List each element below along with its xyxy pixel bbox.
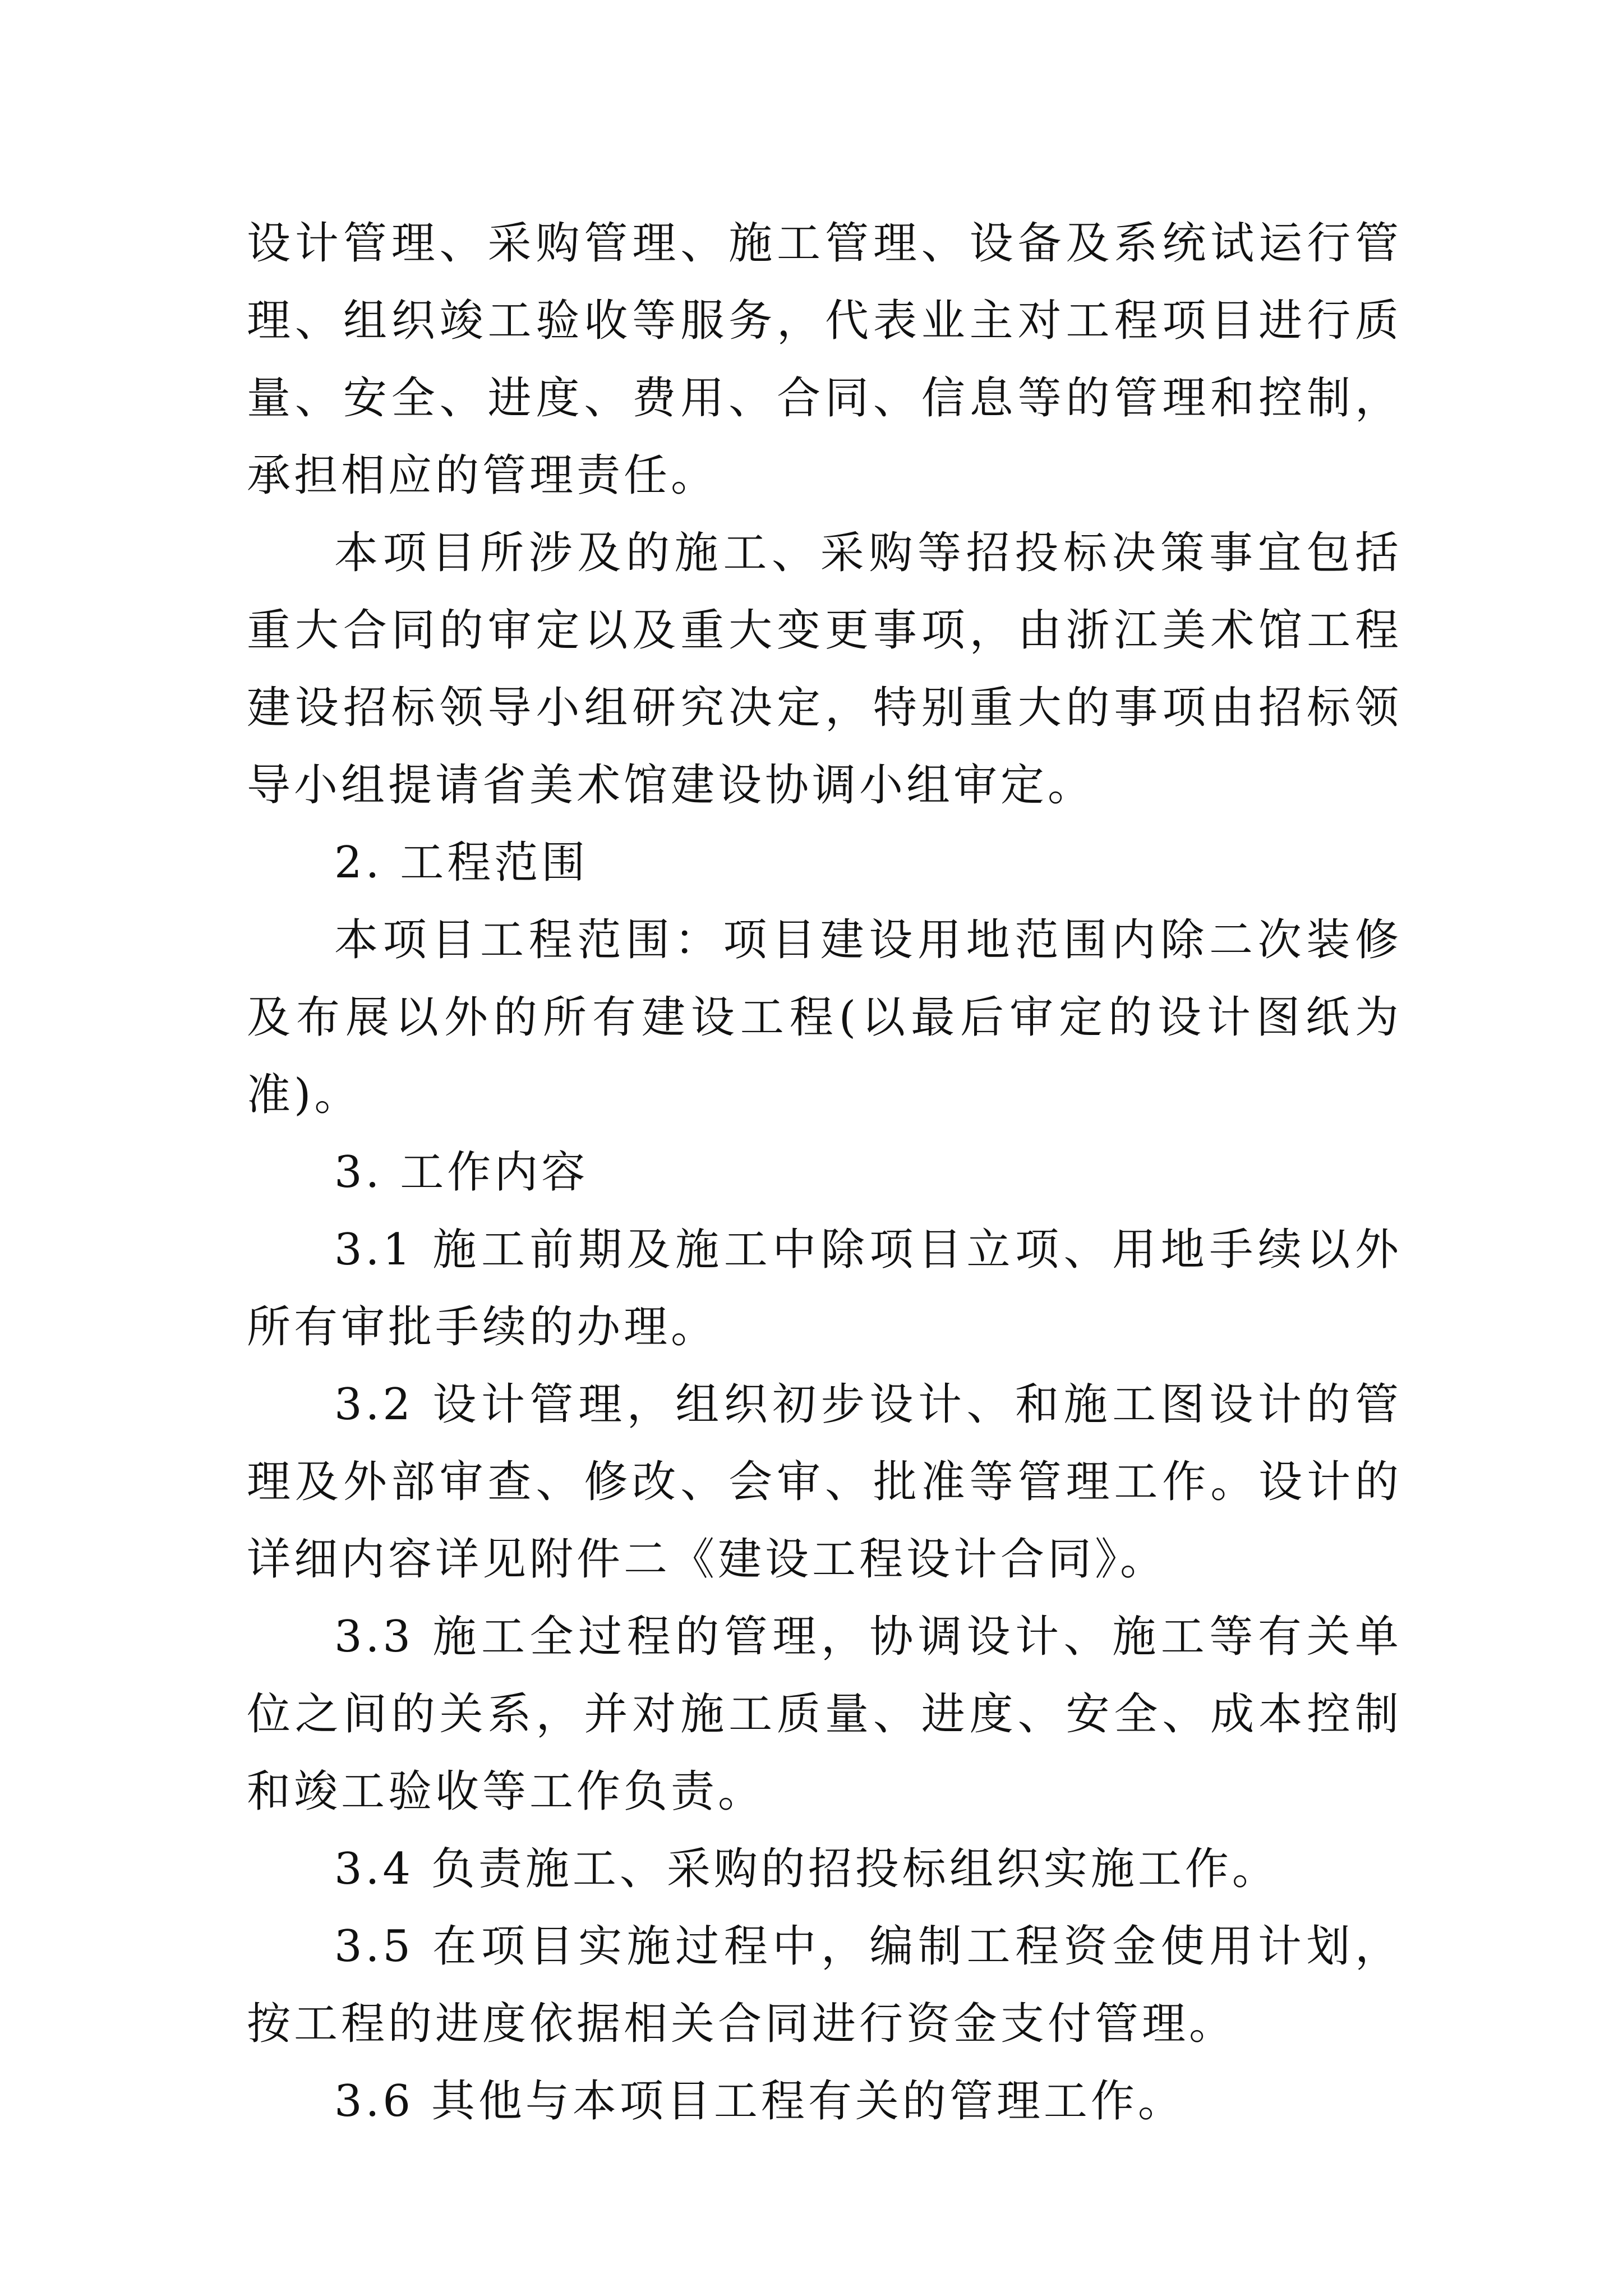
section-heading-project-scope: 2. 工程范围 xyxy=(334,838,589,888)
paragraph-continuation: 设计管理、采购管理、施工管理、设备及系统试运行管理、组织竣工验收等服务，代表业主对工程项目进行质量、安全、进度、费用、合同、信息等的管理和控制，承担相应的管理责任。 xyxy=(247,218,1402,501)
paragraph-item-3-2: 3.2 设计管理，组织初步设计、和施工图设计的管理及外部审查、修改、会审、批准等管理工作。设计的详细内容详见附件二《建设工程设计合同》。 xyxy=(247,1379,1402,1585)
section-heading-work-content: 3. 工作内容 xyxy=(334,1147,589,1198)
paragraph-item-3-5: 3.5 在项目实施过程中，编制工程资金使用计划，按工程的进度依据相关合同进行资金支付管理。 xyxy=(247,1921,1402,2049)
paragraph-bidding-decisions: 本项目所涉及的施工、采购等招投标决策事宜包括重大合同的审定以及重大变更事项，由浙江美术馆工程建设招标领导小组研究决定，特别重大的事项由招标领导小组提请省美术馆建设协调小组审定。 xyxy=(247,528,1402,811)
paragraph-item-3-4: 3.4 负责施工、采购的招投标组织实施工作。 xyxy=(334,1844,1279,1894)
paragraph-project-scope: 本项目工程范围：项目建设用地范围内除二次装修及布展以外的所有建设工程(以最后审定的设计图纸为准)。 xyxy=(247,915,1402,1120)
paragraph-item-3-6: 3.6 其他与本项目工程有关的管理工作。 xyxy=(334,2076,1185,2127)
paragraph-item-3-3: 3.3 施工全过程的管理，协调设计、施工等有关单位之间的关系，并对施工质量、进度、安全、成本控制和竣工验收等工作负责。 xyxy=(247,1612,1402,1817)
paragraph-item-3-1: 3.1 施工前期及施工中除项目立项、用地手续以外所有审批手续的办理。 xyxy=(247,1225,1402,1352)
document-body xyxy=(247,205,1402,2140)
